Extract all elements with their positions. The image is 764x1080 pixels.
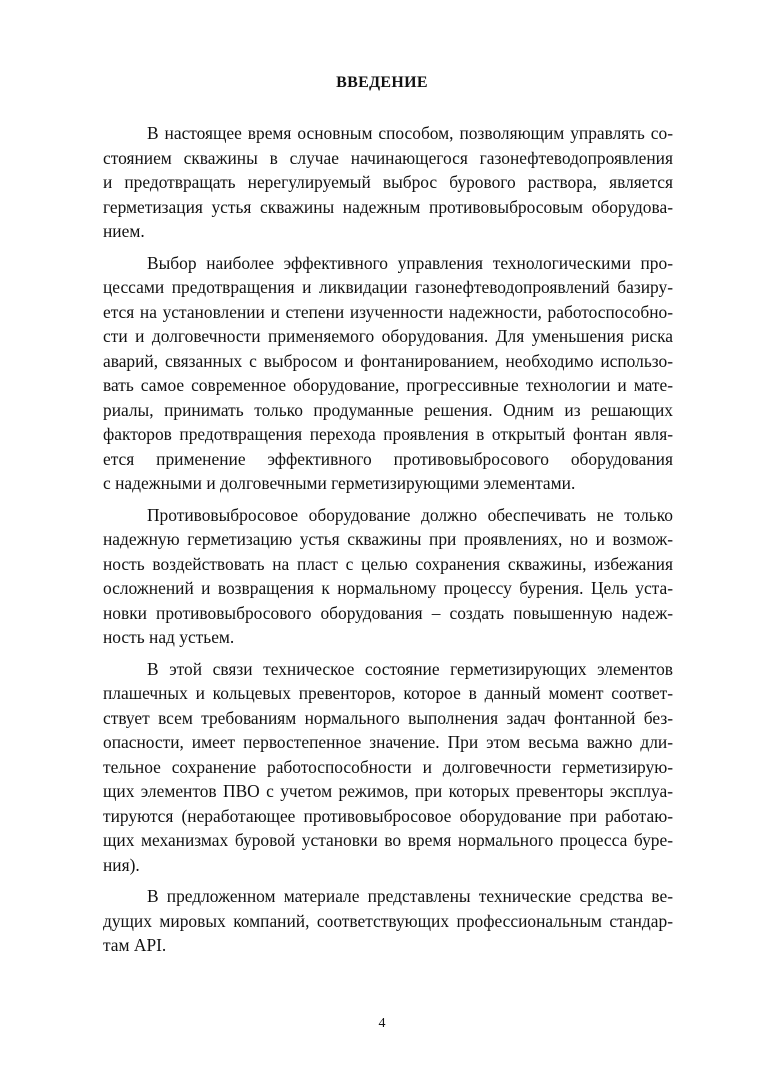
paragraph xyxy=(103,884,673,958)
text-line: ется применение эффективного противовыбросового оборудования xyxy=(103,448,673,469)
text-line: Выбор наиболее эффективного управления технологическими про- xyxy=(147,252,673,273)
text-line: аварий, связанных с выбросом и фонтанированием, необходимо использо- xyxy=(103,350,673,371)
page-title: ВВЕДЕНИЕ xyxy=(336,74,428,91)
text-line: опасности, имеет первостепенное значение. При этом весьма важно дли- xyxy=(103,732,673,752)
text-line: нием. xyxy=(103,221,145,241)
paragraph xyxy=(103,251,673,496)
text-line: с надежными и долговечными герметизирующими элементами. xyxy=(103,473,576,493)
text-line: В этой связи техническое состояние герметизирующих элементов xyxy=(147,658,673,679)
text-line: факторов предотвращения перехода проявления в открытый фонтан явля- xyxy=(103,424,673,444)
paragraph xyxy=(103,657,673,878)
text-line: риалы, принимать только продуманные решения. Одним из решающих xyxy=(103,399,673,420)
text-line: вать самое современное оборудование, прогрессивные технологии и мате- xyxy=(103,375,673,395)
text-line: ность над устьем. xyxy=(103,627,235,647)
text-line: стоянием скважины в случае начинающегося газонефтеводопроявления xyxy=(103,147,673,168)
text-line: сти и долговечности применяемого оборудования. Для уменьшения риска xyxy=(103,326,673,346)
text-line: В предложенном материале представлены технические средства ве- xyxy=(147,886,673,906)
text-line: тируются (неработающее противовыбросовое оборудование при работаю- xyxy=(103,805,673,826)
paragraph xyxy=(103,503,673,650)
text-line: новки противовыбросового оборудования – создать повышенную надеж- xyxy=(103,602,673,623)
body-text xyxy=(103,121,673,965)
text-line: ствует всем требованиям нормального выполнения задач фонтанной без- xyxy=(103,707,673,728)
page-number: 4 xyxy=(378,1016,386,1031)
text-line: там API. xyxy=(103,935,167,955)
text-line: надежную герметизацию устья скважины при проявлениях, но и возмож- xyxy=(103,529,673,549)
text-line: ния). xyxy=(103,854,140,875)
text-line: и предотвращать нерегулируемый выброс бурового раствора, является xyxy=(103,172,673,192)
text-line: цессами предотвращения и ликвидации газонефтеводопроявлений базиру- xyxy=(103,277,673,297)
text-line: тельное сохранение работоспособности и долговечности герметизирую- xyxy=(103,756,673,777)
text-line: ность воздействовать на пласт с целью сохранения скважины, избежания xyxy=(103,553,673,574)
text-line: ется на установлении и степени изученности надежности, работоспособно- xyxy=(103,301,673,322)
text-line: щих механизмах буровой установки во время нормального процесса буре- xyxy=(103,830,673,850)
text-line: щих элементов ПВО с учетом режимов, при которых превенторы эксплуа- xyxy=(103,781,673,801)
text-line: В настоящее время основным способом, позволяющим управлять со- xyxy=(147,123,673,143)
text-line: дущих мировых компаний, соответствующих профессиональным стандар- xyxy=(103,910,673,931)
text-line: осложнений и возвращения к нормальному процессу бурения. Цель уста- xyxy=(103,578,673,598)
paragraph xyxy=(103,121,673,244)
text-line: плашечных и кольцевых превенторов, которое в данный момент соответ- xyxy=(103,683,673,703)
text-line: герметизация устья скважины надежным противовыбросовым оборудова- xyxy=(103,196,673,217)
text-line: Противовыбросовое оборудование должно обеспечивать не только xyxy=(147,504,673,525)
